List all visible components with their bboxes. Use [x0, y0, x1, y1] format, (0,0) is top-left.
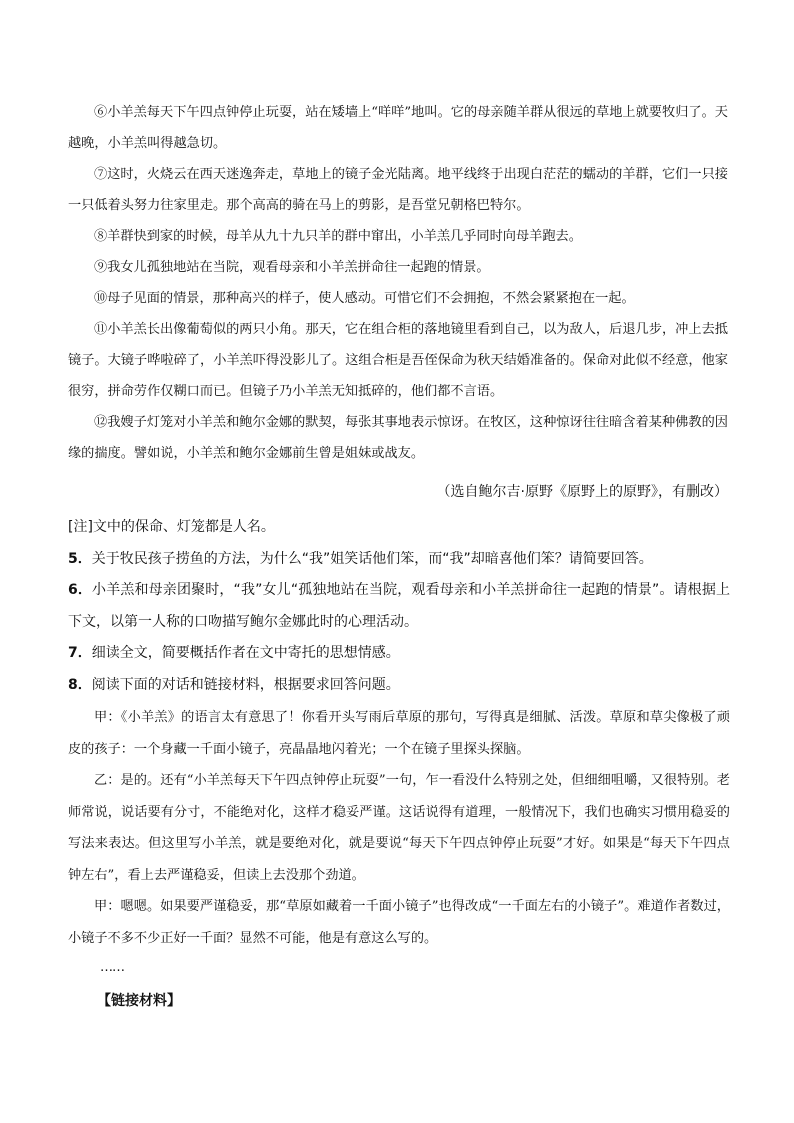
question-number: 6．	[68, 582, 93, 598]
dialog-section	[68, 702, 730, 954]
story-paragraph-6: ⑥小羊羔每天下午四点钟停止玩耍，站在矮墙上“咩咩”地叫。它的母亲随羊群从很远的草地上就要牧归了。天越晚，小羊羔叫得越急切。	[68, 105, 728, 151]
story-paragraph-9: ⑨我女儿孤独地站在当院，观看母亲和小羊羔拼命往一起跑的情景。	[94, 260, 490, 275]
dialog-line-jia-2: 甲：嗯嗯。如果要严谨稳妥，那“草原如藏着一千面小镜子”也得改成“一千面左右的小镜子”。难道作者数过，小镜子不多不少正好一千面？显然不可能，他是有意这么写的。	[68, 899, 730, 946]
ellipsis-mark: ……	[100, 960, 124, 975]
story-paragraph-12: ⑫我嫂子灯笼对小羊羔和鲍尔金娜的默契，每张其事地表示惊讶。在牧区，这种惊讶往往暗含着某种佛教的因缘的揣度。譬如说，小羊羔和鲍尔金娜前生曾是姐妹或战友。	[68, 415, 728, 461]
question-6	[68, 575, 730, 638]
question-number: 8．	[68, 676, 92, 693]
question-text: 小羊羔和母亲团聚时，“我”女儿“孤独地站在当院，观看母亲和小羊羔拼命往一起跑的情景”。请根据上下文，以第一人称的口吻描写鲍尔金娜此时的心理活动。	[68, 582, 730, 630]
story-paragraph-10: ⑩母子见面的情景，那种高兴的样子，使人感动。可惜它们不会拥抱，不然会紧紧抱在一起。	[94, 291, 635, 306]
question-text: 关于牧民孩子捞鱼的方法，为什么“我”姐笑话他们笨，而“我”却暗喜他们笨？请简要回答。	[91, 550, 653, 567]
story-paragraph-7: ⑦这时，火烧云在西天迷逸奔走，草地上的镜子金光陆离。地平线终于出现白茫茫的蠕动的羊群，它们一只接一只低着头努力往家里走。那个高高的骑在马上的剪影，是吾堂兄朝格巴特尔。	[68, 167, 728, 213]
dialog-line-yi: 乙：是的。还有“小羊羔每天下午四点钟停止玩耍”一句，乍一看没什么特别之处，但细细咀嚼，又很特别。老师常说，说话要有分寸，不能绝对化，这样才稳妥严谨。这话说得有道理，一般情况下，我们也确实习惯用稳妥的写法来表达。但这里写小羊羔，就是要绝对化，就是要说“每天下午四点钟停止玩耍”才好。如果是“每天下午四点钟左右”，看上去严谨稳妥，但读上去没那个劲道。	[68, 773, 730, 883]
annotation-note: [注]文中的保命、灯笼都是人名。	[68, 519, 275, 535]
question-7	[68, 638, 730, 670]
story-excerpt	[68, 97, 728, 469]
question-text: 阅读下面的对话和链接材料，根据要求回答问题。	[91, 676, 400, 693]
dialog-line-jia-1: 甲：《小羊羔》的语言太有意思了！你看开头写雨后草原的那句，写得真是细腻、活泼。草原和草尖像极了顽皮的孩子：一个身藏一千面小镜子，亮晶晶地闪着光；一个在镜子里探头探脑。	[68, 710, 730, 757]
questions-section	[68, 512, 730, 701]
question-number: 5．	[68, 550, 92, 567]
question-5	[68, 544, 730, 576]
source-citation: （选自鲍尔吉·原野《原野上的原野》，有删改）	[436, 484, 728, 500]
question-number: 7．	[68, 645, 92, 661]
question-text: 细读全文，简要概括作者在文中寄托的思想情感。	[91, 645, 400, 661]
story-paragraph-11: ⑪小羊羔长出像葡萄似的两只小角。那天，它在组合柜的落地镜里看到自己，以为敌人，后退几步，冲上去抵镜子。大镜子哗啦碎了，小羊羔吓得没影儿了。这组合柜是吾侄保命为秋天结婚准备的。保命对此似不经意，他家很穷，拼命劳作仅糊口而已。但镜子乃小羊羔无知抵碎的，他们都不言语。	[68, 322, 728, 399]
story-paragraph-8: ⑧羊群快到家的时候，母羊从九十九只羊的群中窜出，小羊羔几乎同时向母羊跑去。	[94, 229, 582, 244]
link-material-heading: 【链接材料】	[97, 993, 181, 1009]
question-8	[68, 670, 730, 702]
